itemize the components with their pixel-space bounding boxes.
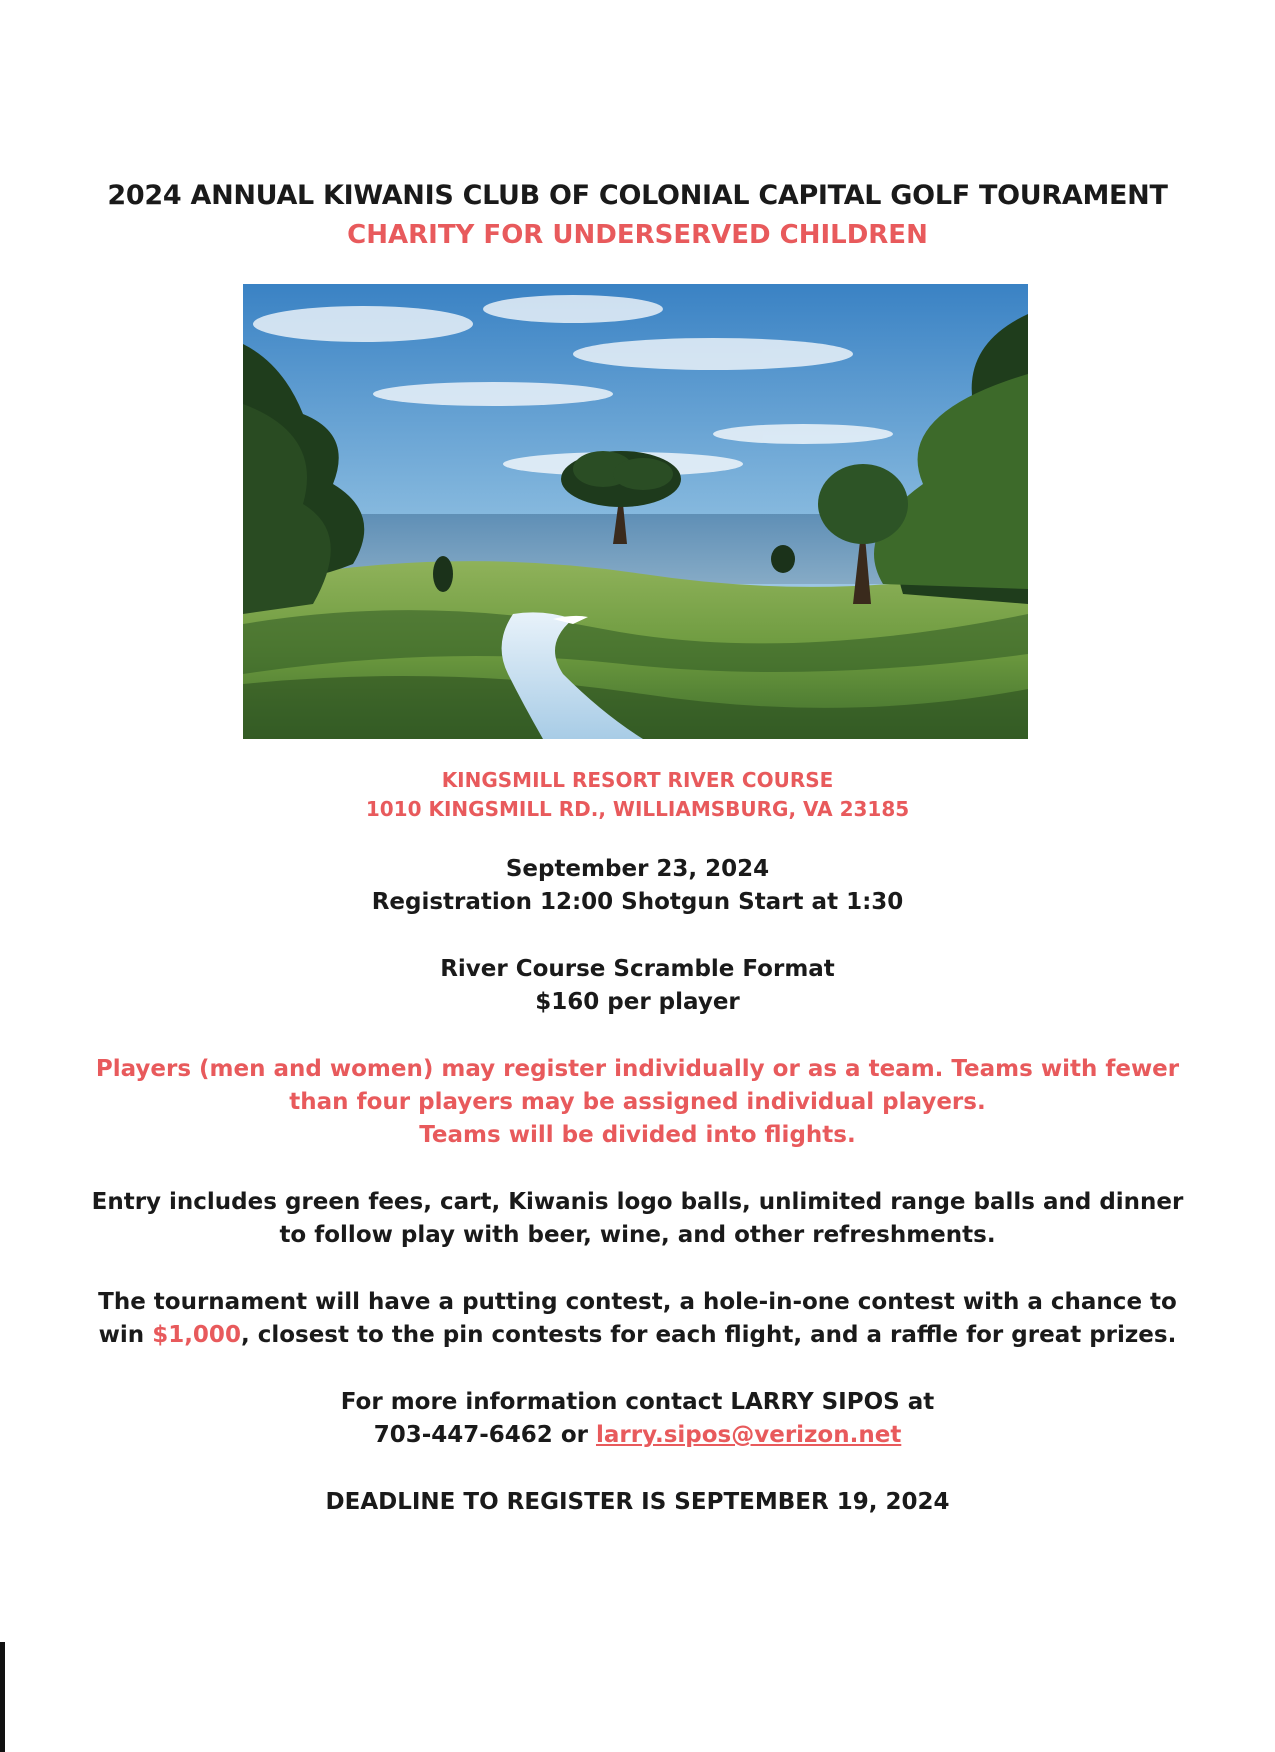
contact-info-line-1: For more information contact LARRY SIPOS at — [340, 1389, 935, 1415]
page-title: 2024 ANNUAL KIWANIS CLUB OF COLONIAL CAPITAL GOLF TOURAMENT — [107, 180, 1168, 211]
event-date: September 23, 2024 — [505, 856, 770, 882]
entry-info-line-2: to follow play with beer, wine, and other refreshments. — [279, 1222, 996, 1248]
registration-time: Registration 12:00 Shotgun Start at 1:30 — [371, 889, 904, 915]
scan-edge-mark — [0, 1642, 5, 1752]
registration-deadline: DEADLINE TO REGISTER IS SEPTEMBER 19, 2024 — [325, 1489, 950, 1515]
tournament-format: River Course Scramble Format — [440, 956, 835, 982]
hole-in-one-prize: $1,000 — [152, 1322, 241, 1348]
contest-win-prefix: win — [98, 1322, 153, 1348]
contest-info-line-2 — [0, 1322, 1275, 1348]
teams-info-line-2: than four players may be assigned individual players. — [289, 1089, 986, 1115]
contact-info-line-2 — [0, 1422, 1275, 1448]
page-subtitle: CHARITY FOR UNDERSERVED CHILDREN — [347, 220, 928, 250]
teams-info-line-1: Players (men and women) may register individually or as a team. Teams with fewer — [95, 1056, 1180, 1082]
venue-name: KINGSMILL RESORT RIVER COURSE — [441, 768, 834, 792]
player-price: $160 per player — [535, 989, 740, 1015]
entry-info-line-1: Entry includes green fees, cart, Kiwanis logo balls, unlimited range balls and dinner — [91, 1189, 1184, 1215]
contact-phone: 703-447-6462 or — [373, 1422, 596, 1448]
contest-win-suffix: , closest to the pin contests for each flight, and a raffle for great prizes. — [240, 1322, 1177, 1348]
venue-address: 1010 KINGSMILL RD., WILLIAMSBURG, VA 23185 — [365, 797, 910, 821]
contact-email-link[interactable]: larry.sipos@verizon.net — [595, 1422, 902, 1448]
contest-info-line-1: The tournament will have a putting contest, a hole-in-one contest with a chance to — [98, 1289, 1177, 1315]
golf-course-photo — [243, 284, 1028, 739]
teams-info-line-3: Teams will be divided into flights. — [419, 1122, 856, 1148]
